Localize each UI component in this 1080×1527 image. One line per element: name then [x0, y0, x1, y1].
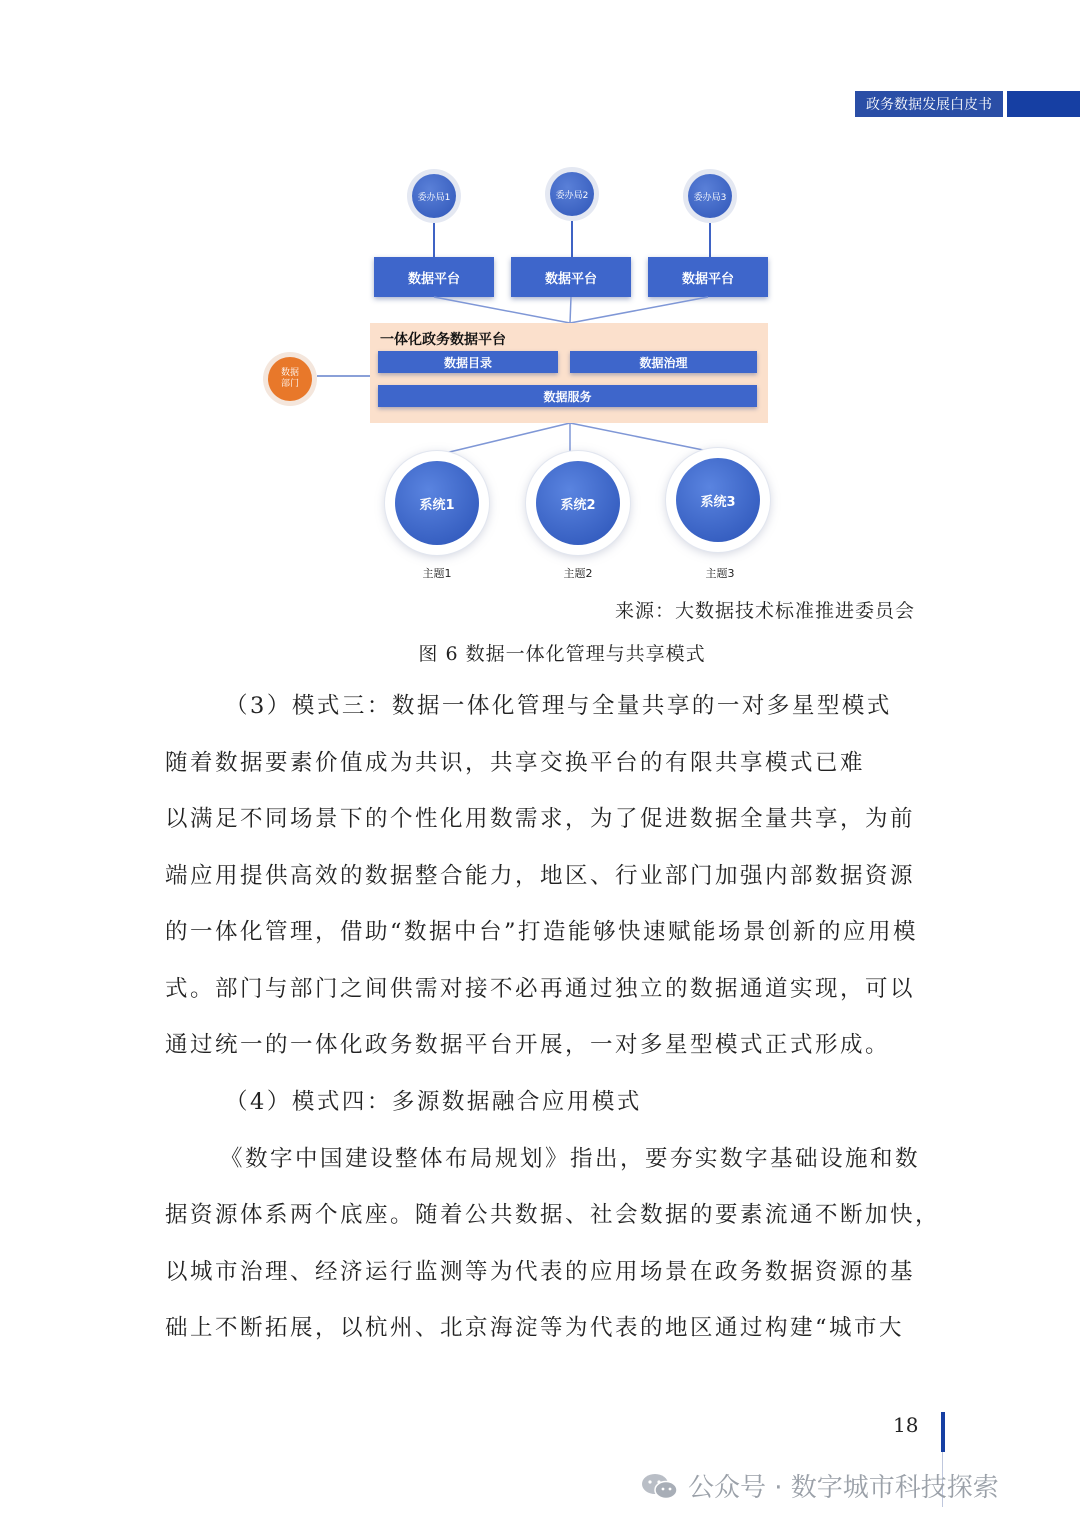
wechat-watermark [640, 1467, 999, 1504]
page-number-bar [941, 1412, 945, 1452]
paragraph-line: 式。部门与部门之间供需对接不必再通过独立的数据通道实现，可以 [165, 976, 916, 1002]
system-label-1: 系统1 [395, 461, 479, 545]
data-department-node: 数据 部门 [268, 357, 312, 401]
page-number: 18 [893, 1413, 919, 1437]
topic-label-1: 主题1 [422, 567, 452, 580]
data-platform-box-2: 数据平台 [511, 257, 631, 297]
paragraph-line: 据资源体系两个底座。随着公共数据、社会数据的要素流通不断加快， [165, 1202, 941, 1228]
office-node-2: 委办局2 [550, 172, 594, 216]
system-node-1 [385, 451, 489, 555]
paragraph-line: 端应用提供高效的数据整合能力，地区、行业部门加强内部数据资源 [165, 863, 916, 889]
paragraph-line: 的一体化管理，借助“数据中台”打造能够快速赋能场景创新的应用模 [165, 919, 919, 945]
document-header-tag: 政务数据发展白皮书 [855, 91, 1003, 117]
watermark-text: 公众号 · 数字城市科技探索 [688, 1473, 999, 1503]
paragraph-line: 随着数据要素价值成为共识，共享交换平台的有限共享模式已难 [165, 750, 866, 776]
paragraph-line: 通过统一的一体化政务数据平台开展，一对多星型模式正式形成。 [165, 1032, 891, 1058]
office-node-1: 委办局1 [412, 174, 456, 218]
paragraph-line: 以满足不同场景下的个性化用数需求，为了促进数据全量共享，为前 [165, 806, 916, 832]
section-heading-4: （4）模式四：多源数据融合应用模式 [225, 1089, 642, 1115]
paragraph-line: 础上不断拓展，以杭州、北京海淀等为代表的地区通过构建“城市大 [165, 1315, 905, 1341]
paragraph-line: 《数字中国建设整体布局规划》指出，要夯实数字基础设施和数 [220, 1146, 921, 1172]
system-node-3 [666, 448, 770, 552]
system-label-3: 系统3 [676, 458, 760, 542]
system-node-2 [526, 451, 630, 555]
header-accent-bar [1007, 91, 1080, 117]
topic-label-2: 主题2 [563, 567, 593, 580]
data-service-box: 数据服务 [378, 385, 757, 407]
wechat-icon [640, 1471, 680, 1501]
data-platform-box-3: 数据平台 [648, 257, 768, 297]
topic-label-3: 主题3 [705, 567, 735, 580]
paragraph-line: 以城市治理、经济运行监测等为代表的应用场景在政务数据资源的基 [165, 1259, 916, 1285]
data-governance-box: 数据治理 [570, 351, 757, 373]
figure-diagram [250, 165, 790, 585]
office-node-3: 委办局3 [688, 174, 732, 218]
figure-source: 来源：大数据技术标准推进委员会 [614, 600, 915, 622]
department-connector [317, 375, 370, 377]
data-catalog-box: 数据目录 [378, 351, 558, 373]
integrated-platform-panel [370, 323, 768, 423]
figure-caption: 图 6 数据一体化管理与共享模式 [418, 643, 706, 665]
data-platform-box-1: 数据平台 [374, 257, 494, 297]
integrated-platform-title: 一体化政务数据平台 [380, 332, 506, 348]
system-label-2: 系统2 [536, 461, 620, 545]
section-heading-3: （3）模式三：数据一体化管理与全量共享的一对多星型模式 [225, 693, 892, 719]
